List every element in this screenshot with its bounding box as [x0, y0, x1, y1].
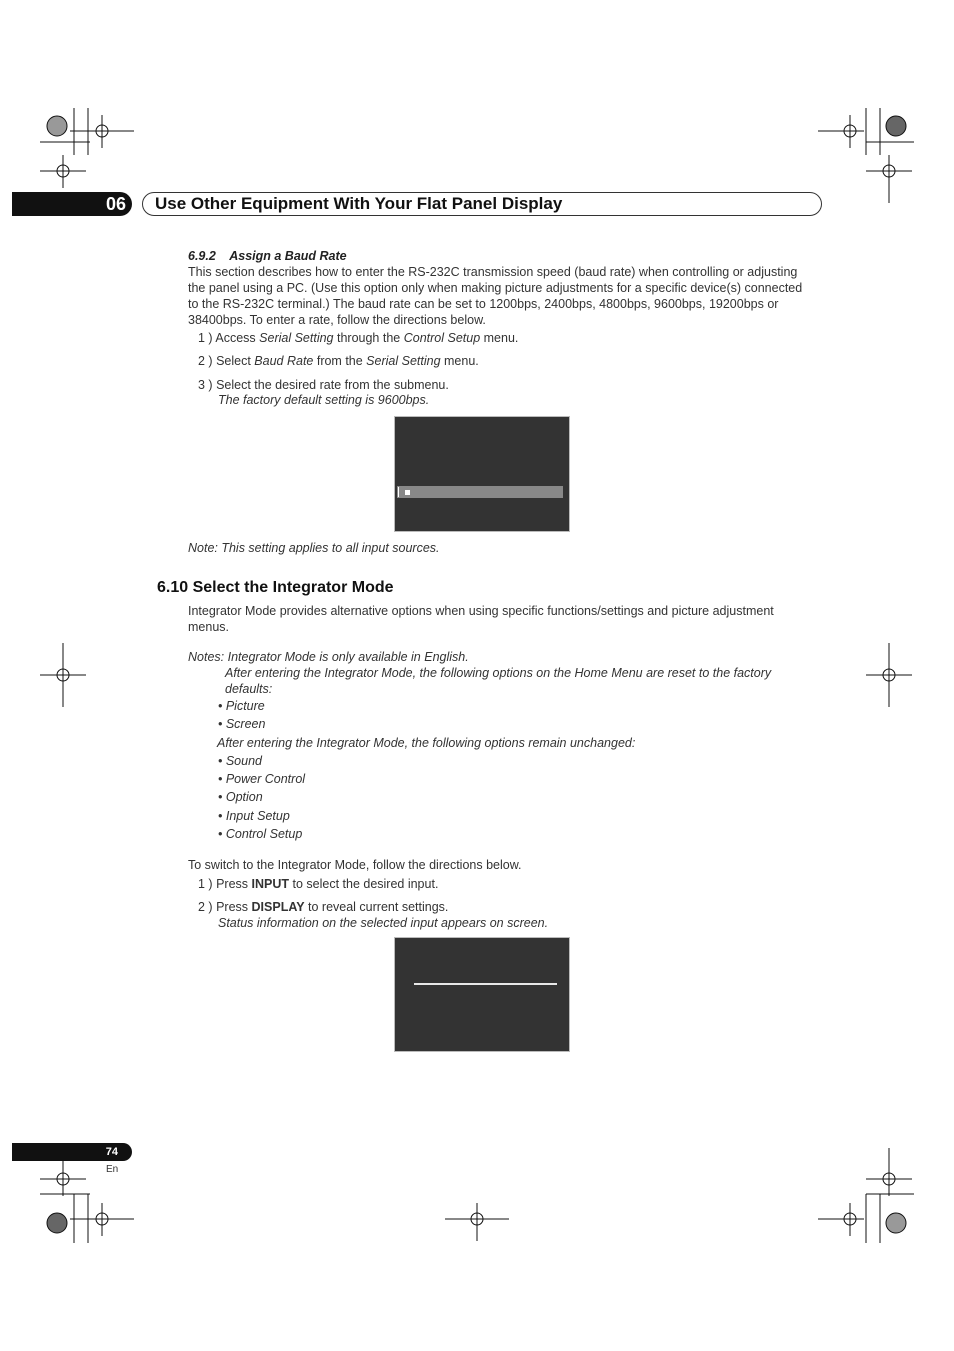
- osd-screen-status: [394, 937, 570, 1052]
- square-bullet-icon: [405, 490, 410, 495]
- step-3-note: The factory default setting is 9600bps.: [218, 393, 430, 407]
- step-2: 2 ) Select Baud Rate from the Serial Setting menu.: [198, 354, 479, 368]
- chapter-badge: [12, 192, 132, 216]
- osd-screen-baud-rate: [394, 416, 570, 532]
- page-number-badge: [12, 1143, 132, 1161]
- note-line: defaults:: [225, 682, 273, 696]
- baud-rate-paragraph: [188, 264, 828, 328]
- step-2-note: Status information on the selected input appears on screen.: [218, 916, 549, 930]
- integrator-paragraph: [188, 603, 828, 635]
- list-item: • Control Setup: [218, 827, 303, 841]
- switch-intro: To switch to the Integrator Mode, follow the directions below.: [188, 858, 522, 872]
- step-1: 1 ) Access Serial Setting through the Control Setup menu.: [198, 331, 519, 345]
- chapter-title-text: Use Other Equipment With Your Flat Panel Display: [155, 194, 563, 213]
- list-item: • Option: [218, 790, 263, 804]
- notes-label: Notes: Integrator Mode is only available in English.: [188, 650, 469, 664]
- unchanged-intro: After entering the Integrator Mode, the following options remain unchanged:: [217, 736, 636, 750]
- menu-highlight-bar: [397, 486, 563, 498]
- notes-reset: [225, 665, 825, 697]
- step-2: 2 ) Press DISPLAY to reveal current settings.: [198, 900, 449, 914]
- page-number: 74: [105, 1146, 118, 1158]
- paragraph-line: 38400bps. To enter a rate, follow the directions below.: [188, 313, 486, 327]
- section-heading: 6.10 Select the Integrator Mode: [157, 579, 394, 596]
- subsection-heading: 6.9.2 Assign a Baud Rate: [188, 249, 347, 263]
- list-item: • Power Control: [218, 772, 306, 786]
- list-item: • Screen: [218, 717, 266, 731]
- list-item: • Input Setup: [218, 809, 290, 823]
- status-divider-line: [414, 983, 557, 985]
- paragraph-line: the panel using a PC. (Use this option only when making picture adjustments for a specific device(s) connected: [188, 281, 803, 295]
- baud-rate-note: Note: This setting applies to all input sources.: [188, 541, 440, 555]
- list-item: • Picture: [218, 699, 265, 713]
- chapter-number: 06: [105, 193, 126, 214]
- note-line: After entering the Integrator Mode, the following options on the Home Menu are reset to the factory: [225, 666, 772, 680]
- chapter-title: [142, 192, 822, 216]
- paragraph-line: This section describes how to enter the RS-232C transmission speed (baud rate) when controlling or adjusting: [188, 265, 798, 279]
- paragraph-line: Integrator Mode provides alternative options when using specific functions/settings and picture adjustment: [188, 604, 774, 618]
- language-code: En: [106, 1164, 119, 1175]
- paragraph-line: to the RS-232C terminal.) The baud rate can be set to 1200bps, 2400bps, 4800bps, 9600bps, 19200bps or: [188, 297, 779, 311]
- paragraph-line: menus.: [188, 620, 229, 634]
- step-1: 1 ) Press INPUT to select the desired input.: [198, 877, 439, 891]
- list-item: • Sound: [218, 754, 262, 768]
- step-3: 3 ) Select the desired rate from the submenu.: [198, 378, 449, 392]
- cursor-line: [398, 487, 399, 497]
